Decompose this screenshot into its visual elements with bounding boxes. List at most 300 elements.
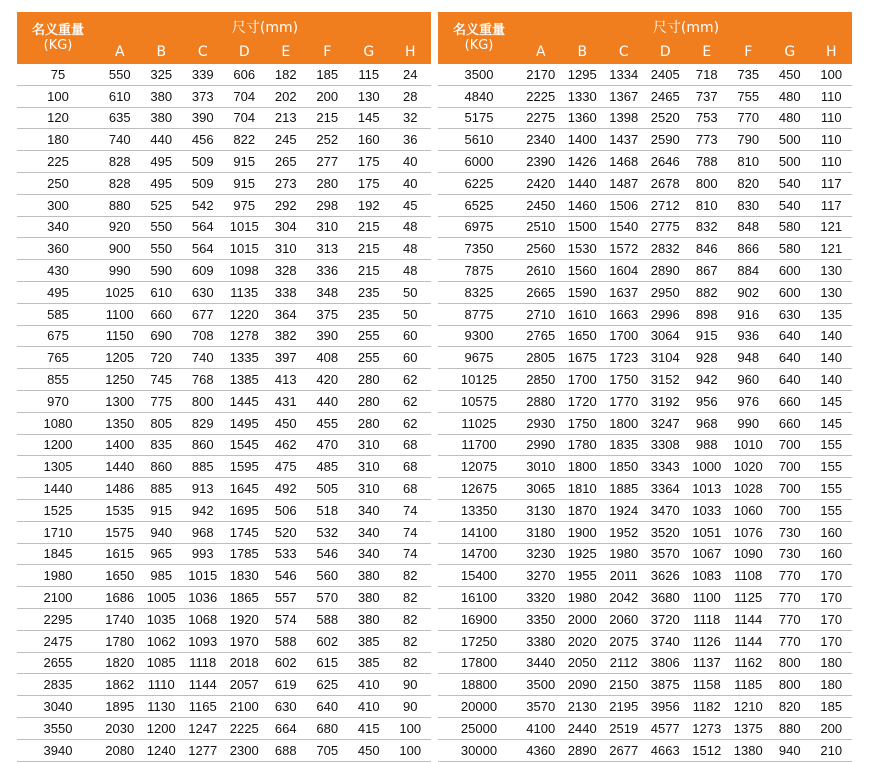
dimension-cell: 160 [348,129,390,151]
table-row [17,587,431,609]
dimension-cell: 500 [769,129,811,151]
dimension-cell: 2042 [603,587,645,609]
dimension-cell: 245 [265,129,307,151]
dimension-cell: 546 [307,543,349,565]
dimension-cell: 2665 [520,281,562,303]
dimension-cell: 1820 [99,652,141,674]
table-row [17,64,431,85]
dimension-cell: 1162 [728,652,770,674]
dimension-cell: 415 [348,717,390,739]
dimension-cell: 373 [182,85,224,107]
dimension-cell: 480 [769,107,811,129]
dimension-cell: 2519 [603,717,645,739]
dimension-cell: 60 [390,325,432,347]
dimension-cell: 2060 [603,608,645,630]
dimension-cell: 1076 [728,521,770,543]
weight-cell: 1710 [17,521,99,543]
dimension-cell: 2225 [224,717,266,739]
nominal-weight-label: 名义重量 [31,23,84,38]
dimension-cell: 1060 [728,499,770,521]
dimension-cell: 475 [265,456,307,478]
dimension-cell: 1062 [141,630,183,652]
dimension-cell: 1182 [686,696,728,718]
dimension-cell: 1700 [562,369,604,391]
dimension-cell: 82 [390,608,432,630]
dimension-cell: 1895 [99,696,141,718]
dimension-cell: 1723 [603,347,645,369]
dimension-cell: 62 [390,390,432,412]
dimension-cell: 828 [99,172,141,194]
dimension-cell: 145 [811,412,853,434]
dimension-cell: 640 [769,369,811,391]
dimension-cell: 2712 [645,194,687,216]
dimension-cell: 915 [224,151,266,173]
weight-cell: 10575 [438,390,520,412]
dimension-cell: 2890 [562,739,604,761]
dimension-cell: 1277 [182,739,224,761]
dimension-cell: 2340 [520,129,562,151]
dimension-cell: 1575 [99,521,141,543]
size-header: 尺寸(mm) [520,12,852,39]
dimension-cell: 630 [182,281,224,303]
dimension-cell: 210 [811,739,853,761]
dimension-cell: 495 [141,151,183,173]
dimension-cell: 588 [265,630,307,652]
dimension-cell: 397 [265,347,307,369]
dimension-cell: 348 [307,281,349,303]
column-header-f: F [728,39,770,64]
dimension-cell: 36 [390,129,432,151]
dimension-cell: 664 [265,717,307,739]
dimension-cell: 455 [307,412,349,434]
dimension-cell: 145 [811,390,853,412]
dimension-cell: 1530 [562,238,604,260]
dimension-cell: 1398 [603,107,645,129]
weight-cell: 360 [17,238,99,260]
dimension-cell: 1740 [99,608,141,630]
dimension-cell: 985 [141,565,183,587]
dimension-cell: 2677 [603,739,645,761]
dimension-cell: 718 [686,64,728,85]
dimension-cell: 885 [141,478,183,500]
weight-cell: 765 [17,347,99,369]
dimension-cell: 3364 [645,478,687,500]
dimension-cell: 462 [265,434,307,456]
weight-cell: 7875 [438,260,520,282]
table-row [17,303,431,325]
dimension-cell: 74 [390,521,432,543]
dimension-cell: 3270 [520,565,562,587]
dimension-cell: 965 [141,543,183,565]
dimension-cell: 708 [182,325,224,347]
weight-cell: 9675 [438,347,520,369]
dimension-cell: 770 [769,565,811,587]
dimension-table-right [438,12,852,762]
dimension-cell: 82 [390,587,432,609]
dimension-cell: 280 [348,369,390,391]
weight-cell: 15400 [438,565,520,587]
dimension-cell: 485 [307,456,349,478]
dimension-cell: 735 [728,64,770,85]
weight-cell: 16100 [438,587,520,609]
dimension-cell: 1785 [224,543,266,565]
weight-cell: 6000 [438,151,520,173]
weight-cell: 16900 [438,608,520,630]
column-header-f: F [307,39,349,64]
dimension-cell: 846 [686,238,728,260]
dimension-cell: 1560 [562,260,604,282]
dimension-cell: 82 [390,630,432,652]
nominal-weight-header [438,12,520,64]
left-table-panel [17,12,431,762]
dimension-cell: 2150 [603,674,645,696]
dimension-cell: 975 [224,194,266,216]
weight-cell: 2295 [17,608,99,630]
dimension-cell: 755 [728,85,770,107]
dimension-cell: 1051 [686,521,728,543]
dimension-cell: 602 [265,652,307,674]
dimension-cell: 820 [769,696,811,718]
dimension-cell: 40 [390,172,432,194]
dimension-cell: 602 [307,630,349,652]
dimension-cell: 200 [811,717,853,739]
dimension-cell: 390 [182,107,224,129]
dimension-cell: 4360 [520,739,562,761]
dimension-cell: 298 [307,194,349,216]
weight-cell: 17800 [438,652,520,674]
dimension-cell: 1955 [562,565,604,587]
dimension-cell: 375 [307,303,349,325]
dimension-cell: 867 [686,260,728,282]
dimension-cell: 820 [728,172,770,194]
dimension-cell: 1100 [686,587,728,609]
dimension-cell: 1210 [728,696,770,718]
dimension-cell: 180 [811,674,853,696]
dimension-cell: 2850 [520,369,562,391]
dimension-cell: 3343 [645,456,687,478]
dimension-cell: 1250 [99,369,141,391]
dimension-cell: 1220 [224,303,266,325]
dimension-cell: 74 [390,499,432,521]
dimension-cell: 3500 [520,674,562,696]
dimension-cell: 408 [307,347,349,369]
dimension-cell: 640 [769,347,811,369]
dimension-cell: 90 [390,674,432,696]
table-row [438,325,852,347]
table-row [17,238,431,260]
dimension-cell: 2050 [562,652,604,674]
nominal-weight-unit: (KG) [43,38,73,53]
dimension-cell: 2880 [520,390,562,412]
dimension-cell: 1278 [224,325,266,347]
dimension-cell: 848 [728,216,770,238]
table-row [438,717,852,739]
weight-cell: 6975 [438,216,520,238]
weight-cell: 1305 [17,456,99,478]
dimension-cell: 600 [769,281,811,303]
dimension-cell: 730 [769,543,811,565]
dimension-cell: 121 [811,238,853,260]
table-row [438,107,852,129]
dimension-cell: 1150 [99,325,141,347]
dimension-cell: 1426 [562,151,604,173]
table-row [438,499,852,521]
dimension-cell: 380 [348,565,390,587]
dimension-cell: 1885 [603,478,645,500]
dimension-cell: 1610 [562,303,604,325]
dimension-cell: 2646 [645,151,687,173]
table-row [438,696,852,718]
dimension-cell: 506 [265,499,307,521]
dimension-cell: 1295 [562,64,604,85]
dimension-cell: 588 [307,608,349,630]
dimension-cell: 1437 [603,129,645,151]
dimension-cell: 440 [307,390,349,412]
dimension-cell: 1800 [562,456,604,478]
dimension-cell: 1367 [603,85,645,107]
dimension-cell: 1440 [562,172,604,194]
dimension-cell: 3740 [645,630,687,652]
table-row [438,630,852,652]
dimension-cell: 1745 [224,521,266,543]
dimension-cell: 3152 [645,369,687,391]
weight-cell: 8775 [438,303,520,325]
table-row [17,652,431,674]
dimension-cell: 2390 [520,151,562,173]
weight-cell: 1440 [17,478,99,500]
dimension-cell: 730 [769,521,811,543]
dimension-cell: 110 [811,129,853,151]
weight-cell: 3940 [17,739,99,761]
dimension-cell: 2112 [603,652,645,674]
dimension-cell: 121 [811,216,853,238]
dimension-cell: 2832 [645,238,687,260]
dimension-cell: 200 [307,85,349,107]
dimension-cell: 2930 [520,412,562,434]
dimension-cell: 90 [390,696,432,718]
dimension-cell: 1144 [728,608,770,630]
table-row [438,739,852,761]
dimension-cell: 3104 [645,347,687,369]
dimension-cell: 1010 [728,434,770,456]
dimension-cell: 145 [348,107,390,129]
dimension-cell: 304 [265,216,307,238]
dimension-cell: 310 [348,434,390,456]
dimension-cell: 48 [390,216,432,238]
dimension-cell: 3308 [645,434,687,456]
dimension-cell: 2057 [224,674,266,696]
dimension-cell: 3520 [645,521,687,543]
dimension-cell: 505 [307,478,349,500]
weight-cell: 75 [17,64,99,85]
dimension-cell: 1240 [141,739,183,761]
dimension-cell: 180 [811,652,853,674]
dimension-cell: 1015 [182,565,224,587]
dimension-cell: 704 [224,107,266,129]
dimension-cell: 1110 [141,674,183,696]
table-row [438,369,852,391]
dimension-cell: 832 [686,216,728,238]
dimension-cell: 1090 [728,543,770,565]
weight-cell: 12675 [438,478,520,500]
dimension-cell: 385 [348,652,390,674]
dimension-cell: 880 [99,194,141,216]
dimension-cell: 916 [728,303,770,325]
dimension-cell: 213 [265,107,307,129]
dimension-cell: 660 [769,390,811,412]
dimension-cell: 4663 [645,739,687,761]
dimension-cell: 3130 [520,499,562,521]
dimension-cell: 3720 [645,608,687,630]
dimension-cell: 3065 [520,478,562,500]
weight-cell: 1845 [17,543,99,565]
dimension-cell: 2075 [603,630,645,652]
dimension-cell: 1118 [686,608,728,630]
dimension-cell: 3180 [520,521,562,543]
table-row [438,85,852,107]
dimension-cell: 140 [811,325,853,347]
dimension-cell: 3956 [645,696,687,718]
dimension-cell: 1645 [224,478,266,500]
dimension-cell: 880 [769,717,811,739]
weight-cell: 2475 [17,630,99,652]
dimension-cell: 993 [182,543,224,565]
table-row [17,194,431,216]
dimension-cell: 338 [265,281,307,303]
dimension-cell: 1663 [603,303,645,325]
dimension-cell: 480 [769,85,811,107]
table-row [17,390,431,412]
dimension-cell: 948 [728,347,770,369]
dimension-cell: 2100 [224,696,266,718]
dimension-cell: 590 [141,260,183,282]
dimension-cell: 882 [686,281,728,303]
dimension-cell: 115 [348,64,390,85]
dimension-cell: 2996 [645,303,687,325]
dimension-cell: 988 [686,434,728,456]
dimension-cell: 740 [99,129,141,151]
weight-cell: 300 [17,194,99,216]
dimension-cell: 2090 [562,674,604,696]
dimension-cell: 50 [390,303,432,325]
dimension-cell: 1830 [224,565,266,587]
dimension-cell: 542 [182,194,224,216]
dimension-cell: 310 [348,456,390,478]
weight-cell: 100 [17,85,99,107]
dimension-cell: 1850 [603,456,645,478]
dimension-cell: 1445 [224,390,266,412]
dimension-cell: 690 [141,325,183,347]
dimension-cell: 3470 [645,499,687,521]
dimension-cell: 48 [390,260,432,282]
dimension-cell: 1020 [728,456,770,478]
dimension-cell: 2990 [520,434,562,456]
nominal-weight-unit: (KG) [464,38,494,53]
dimension-cell: 3875 [645,674,687,696]
weight-cell: 2100 [17,587,99,609]
dimension-cell: 255 [348,325,390,347]
dimension-cell: 625 [307,674,349,696]
dimension-cell: 48 [390,238,432,260]
dimension-cell: 410 [348,696,390,718]
dimension-cell: 2710 [520,303,562,325]
dimension-cell: 2000 [562,608,604,630]
dimension-cell: 790 [728,129,770,151]
dimension-cell: 3380 [520,630,562,652]
dimension-cell: 960 [728,369,770,391]
weight-cell: 3500 [438,64,520,85]
table-row [438,608,852,630]
dimension-cell: 1486 [99,478,141,500]
dimension-cell: 2610 [520,260,562,282]
table-row [438,151,852,173]
dimension-cell: 532 [307,521,349,543]
column-header-a: A [99,39,141,64]
dimension-cell: 215 [307,107,349,129]
dimension-cell: 800 [769,652,811,674]
dimension-cell: 2890 [645,260,687,282]
dimension-cell: 1750 [603,369,645,391]
weight-cell: 250 [17,172,99,194]
dimension-cell: 570 [307,587,349,609]
dimension-cell: 2775 [645,216,687,238]
weight-cell: 1525 [17,499,99,521]
dimension-cell: 202 [265,85,307,107]
dimension-cell: 3350 [520,608,562,630]
table-row [17,260,431,282]
dimension-cell: 2465 [645,85,687,107]
dimension-cell: 380 [141,85,183,107]
table-row [438,478,852,500]
right-table-panel [438,12,852,762]
weight-cell: 6525 [438,194,520,216]
dimension-cell: 700 [769,434,811,456]
dimension-cell: 130 [811,260,853,282]
dimension-cell: 1033 [686,499,728,521]
weight-cell: 1080 [17,412,99,434]
dimension-cell: 1273 [686,717,728,739]
dimension-cell: 800 [769,674,811,696]
weight-cell: 9300 [438,325,520,347]
dimension-cell: 68 [390,456,432,478]
dimension-cell: 1920 [224,608,266,630]
dimension-cell: 1572 [603,238,645,260]
dimension-cell: 1068 [182,608,224,630]
dimension-cell: 1675 [562,347,604,369]
dimension-cell: 1093 [182,630,224,652]
dimension-cell: 100 [390,739,432,761]
dimension-cell: 280 [348,412,390,434]
dimension-cell: 1495 [224,412,266,434]
dimension-cell: 2450 [520,194,562,216]
dimension-cell: 619 [265,674,307,696]
dimension-cell: 705 [307,739,349,761]
dimension-cell: 1595 [224,456,266,478]
dimension-cell: 1800 [603,412,645,434]
dimension-cell: 310 [307,216,349,238]
dimension-cell: 2195 [603,696,645,718]
dimension-cell: 2405 [645,64,687,85]
dimension-cell: 252 [307,129,349,151]
dimension-cell: 936 [728,325,770,347]
dimension-cell: 3680 [645,587,687,609]
column-header-b: B [562,39,604,64]
dimension-cell: 770 [769,608,811,630]
dimension-cell: 902 [728,281,770,303]
dimension-cell: 775 [141,390,183,412]
dimension-cell: 635 [99,107,141,129]
column-header-a: A [520,39,562,64]
